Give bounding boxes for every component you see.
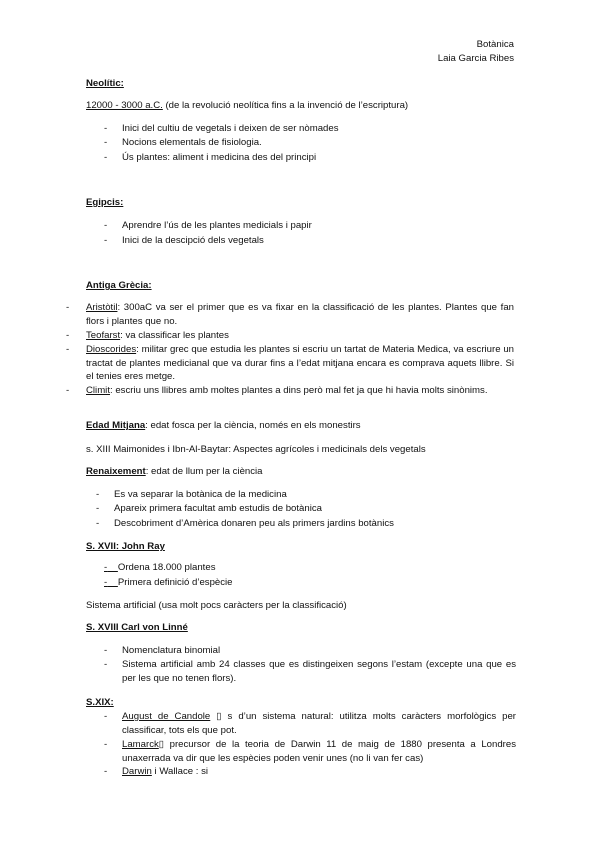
neolitic-period: 12000 - 3000 a.C. bbox=[86, 100, 163, 111]
item-text: : 300aC va ser el primer que es va fixar en la classificació de les plantes. Plantes que fan flors i plantes que no. bbox=[86, 302, 514, 327]
item-text: Primera definició d’espècie bbox=[117, 577, 233, 588]
list-item bbox=[86, 384, 514, 398]
list-dash: - bbox=[104, 235, 108, 246]
person-name: Dioscorides bbox=[86, 344, 137, 355]
neolitic-period-note: (de la revolució neolítica fins a la invenció de l’escriptura) bbox=[162, 100, 409, 111]
neolitic-period-line bbox=[86, 99, 526, 113]
xiii-line: s. XIII Maimonides i Ibn-Al-Baytar: Aspectes agrícoles i medicinals dels vegetals bbox=[86, 444, 426, 455]
person-name: Climit bbox=[86, 385, 110, 396]
person-name: Aristòtil bbox=[86, 302, 118, 313]
list-dash: - bbox=[104, 659, 108, 670]
renaixement-line bbox=[86, 465, 263, 479]
list-item: Aprendre l’ús de les plantes medicials i papir bbox=[122, 220, 312, 231]
list-dash: - bbox=[104, 766, 108, 777]
list-item: Apareix primera facultat amb estudis de botànica bbox=[114, 503, 322, 514]
list-dash: - bbox=[96, 489, 100, 500]
list-dash: - bbox=[66, 330, 70, 341]
edat-mitjana-text: : edat fosca per la ciència, només en els monestirs bbox=[145, 420, 361, 431]
list-item bbox=[86, 301, 514, 328]
item-text: : militar grec que estudia les plantes si escriu un tartat de Materia Medica, va escriure un tractat de plantes medicianal que va durar fins a l’edat mitjana encara es comprava aquets llibre. Si el tenies eres metge. bbox=[86, 344, 514, 383]
list-dash: - bbox=[104, 645, 108, 656]
header-author: Laia Garcia Ribes bbox=[437, 53, 514, 64]
list-item: Inici de la descipció dels vegetals bbox=[122, 235, 264, 246]
grecia-heading: Antiga Grècia: bbox=[86, 280, 152, 291]
neolitic-heading: Neolític: bbox=[86, 78, 124, 89]
list-dash: - bbox=[66, 344, 70, 355]
list-dash: - bbox=[66, 385, 70, 396]
list-dash: - bbox=[104, 739, 108, 750]
list-item: Ús plantes: aliment i medicina des del principi bbox=[122, 152, 317, 163]
xvii-note: Sistema artificial (usa molt pocs caràcters per la classificació) bbox=[86, 600, 347, 611]
list-item bbox=[122, 765, 208, 779]
list-item: Nomenclatura binomial bbox=[122, 645, 221, 656]
item-text: Ordena 18.000 plantes bbox=[117, 562, 216, 573]
list-item bbox=[86, 343, 514, 384]
list-item: Inici del cultiu de vegetals i deixen de ser nòmades bbox=[122, 123, 339, 134]
list-dash: - bbox=[96, 518, 100, 529]
list-item: Sistema artificial amb 24 classes que es distingeixen segons l’estam (excepte una que es per les que no tenen flors). bbox=[122, 659, 516, 684]
list-dash: - bbox=[104, 562, 108, 573]
header-subject: Botànica bbox=[476, 39, 514, 50]
item-text: i Wallace : si bbox=[151, 766, 209, 777]
list-item: Es va separar la botànica de la medicina bbox=[114, 489, 287, 500]
list-dash: - bbox=[104, 220, 108, 231]
person-name: Darwin bbox=[122, 766, 152, 777]
list-dash: - bbox=[104, 577, 108, 588]
list-item bbox=[104, 576, 233, 590]
xviii-heading: S. XVIII Carl von Linné bbox=[86, 622, 188, 633]
list-dash: - bbox=[66, 302, 70, 313]
xix-heading: S.XIX: bbox=[86, 697, 114, 708]
item-text: ▯ s d’un sistema natural: utilitza molts caràcters morfològics per classificar, tots els que pot. bbox=[122, 711, 517, 736]
list-item bbox=[122, 710, 516, 737]
list-dash: - bbox=[104, 152, 108, 163]
list-dash: - bbox=[104, 137, 108, 148]
renaixement-text: : edat de llum per la ciència bbox=[145, 466, 263, 477]
list-dash: - bbox=[104, 711, 108, 722]
egipcis-heading: Egipcis: bbox=[86, 197, 124, 208]
list-item: Descobriment d’Amèrica donaren peu als primers jardins botànics bbox=[114, 518, 394, 529]
renaixement-heading: Renaixement bbox=[86, 466, 146, 477]
edat-mitjana-line bbox=[86, 419, 361, 433]
item-text: ▯ precursor de la teoria de Darwin 11 de maig de 1880 presenta a Londres unaxerrada va dir que les espècies poden venir unes (no li van fer cas) bbox=[122, 739, 516, 764]
person-name: August de Candole bbox=[122, 711, 211, 722]
item-text: : va classificar les plantes bbox=[120, 330, 229, 341]
edat-mitjana-heading: Edad Mitjana bbox=[86, 420, 146, 431]
person-name: Teofarst bbox=[86, 330, 121, 341]
xvii-heading: S. XVII: John Ray bbox=[86, 541, 165, 552]
list-item: Nocions elementals de fisiologia. bbox=[122, 137, 262, 148]
list-item bbox=[122, 738, 516, 765]
list-item bbox=[86, 329, 514, 343]
item-text: : escriu uns llibres amb moltes plantes a dins però mal fet ja que hi havia molts sinònims. bbox=[109, 385, 488, 396]
list-item bbox=[104, 561, 216, 575]
list-dash: - bbox=[96, 503, 100, 514]
person-name: Lamarck bbox=[122, 739, 159, 750]
list-dash: - bbox=[104, 123, 108, 134]
